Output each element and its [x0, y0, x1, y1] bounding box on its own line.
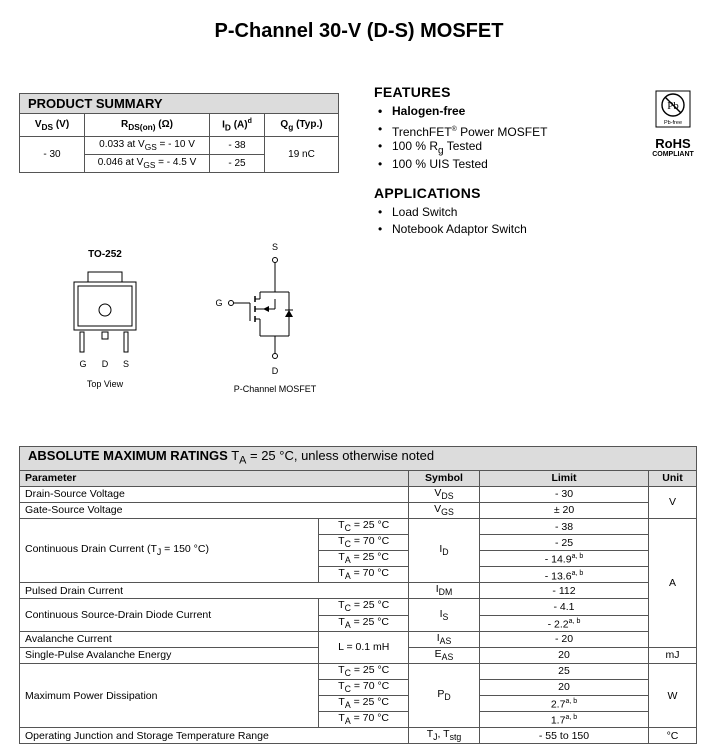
- symbol-cell: $E_{AS}$: [409, 647, 480, 663]
- limit-cell: - 2.2$^{a, b}$: [480, 615, 649, 631]
- feature-item: • 100 % $R_g$ Tested: [374, 138, 547, 156]
- param-cell: Avalanche Current: [20, 631, 319, 647]
- feature-item: • TrenchFET® Power MOSFET: [374, 121, 547, 139]
- feature-item: • Halogen-free: [374, 103, 547, 121]
- condition-cell: $T_A = 25$ °C: [319, 615, 409, 631]
- rohs-text: RoHS: [655, 136, 691, 151]
- unit-cell: A: [649, 518, 697, 647]
- limit-cell: - 13.6$^{a, b}$: [480, 567, 649, 583]
- symbol-cell: $P_D$: [409, 663, 480, 727]
- col-vds: $V_{DS}$ (V): [20, 114, 85, 137]
- package-drawing: [60, 246, 150, 399]
- limit-cell: 20: [480, 647, 649, 663]
- pb-free-label: Pb-free: [663, 120, 683, 126]
- col-unit: Unit: [649, 471, 697, 487]
- unit-cell: mJ: [649, 647, 697, 663]
- unit-cell: V: [649, 486, 697, 518]
- symbol-cell: $I_{DM}$: [409, 583, 480, 599]
- symbol-cell: $I_S$: [409, 599, 480, 631]
- condition-cell: $T_C = 25$ °C: [319, 518, 409, 534]
- limit-cell: 20: [480, 679, 649, 695]
- application-item: • Notebook Adaptor Switch: [374, 221, 527, 238]
- mosfet-schematic: [205, 240, 335, 399]
- limit-cell: - 38: [480, 518, 649, 534]
- vds-value: - 30: [20, 137, 85, 173]
- features-section: [374, 84, 547, 173]
- feature-item: • 100 % UIS Tested: [374, 156, 547, 174]
- param-cell: Pulsed Drain Current: [20, 583, 409, 599]
- id-value-2: - 25: [210, 155, 265, 173]
- limit-cell: 25: [480, 663, 649, 679]
- col-id: $I_D$ $(A)^d$: [210, 114, 265, 137]
- product-summary-title: PRODUCT SUMMARY: [20, 94, 339, 114]
- param-cell: Single-Pulse Avalanche Energy: [20, 647, 319, 663]
- symbol-cell: $V_{GS}$: [409, 502, 480, 518]
- col-qg: $Q_g$ (Typ.): [265, 114, 339, 137]
- drain-label: D: [271, 366, 279, 376]
- condition-cell: $T_A = 70$ °C: [319, 567, 409, 583]
- limit-cell: - 20: [480, 631, 649, 647]
- condition-cell: $T_C = 25$ °C: [319, 599, 409, 615]
- symbol-cell: $T_J$, $T_{stg}$: [409, 728, 480, 744]
- condition-cell: $T_C = 70$ °C: [319, 535, 409, 551]
- limit-cell: - 4.1: [480, 599, 649, 615]
- unit-cell: °C: [649, 728, 697, 744]
- param-cell: Maximum Power Dissipation: [20, 663, 319, 727]
- col-rds: $R_{DS(on)}$ (Ω): [85, 114, 210, 137]
- product-summary-table: [19, 93, 339, 173]
- col-symbol: Symbol: [409, 471, 480, 487]
- absolute-max-ratings-table: [19, 446, 697, 744]
- param-cell: Drain-Source Voltage: [20, 486, 409, 502]
- p-channel-mosfet-icon: [205, 240, 335, 396]
- limit-cell: 2.7$^{a, b}$: [480, 696, 649, 712]
- param-cell: Gate-Source Voltage: [20, 502, 409, 518]
- applications-section: [374, 185, 527, 238]
- top-view-label: Top View: [86, 379, 124, 389]
- limit-cell: - 112: [480, 583, 649, 599]
- condition-cell: L = 0.1 mH: [319, 631, 409, 663]
- rohs-badge: [648, 90, 698, 158]
- unit-cell: W: [649, 663, 697, 727]
- condition-cell: $T_C = 25$ °C: [319, 663, 409, 679]
- param-cell: Operating Junction and Storage Temperature Range: [20, 728, 409, 744]
- col-limit: Limit: [480, 471, 649, 487]
- condition-cell: $T_A = 25$ °C: [319, 551, 409, 567]
- condition-cell: $T_C = 70$ °C: [319, 679, 409, 695]
- limit-cell: - 30: [480, 486, 649, 502]
- condition-cell: $T_A = 70$ °C: [319, 712, 409, 728]
- package-name: TO-252: [88, 249, 122, 260]
- pb-free-icon: [655, 90, 691, 128]
- param-cell: Continuous Drain Current ($T_J = 150$ °C): [20, 518, 319, 582]
- limit-cell: ± 20: [480, 502, 649, 518]
- page-title: P-Channel 30-V (D-S) MOSFET: [214, 20, 504, 42]
- id-value-1: - 38: [210, 137, 265, 155]
- rds-value-2: 0.046 at $V_{GS}$ = - 4.5 V: [85, 155, 210, 173]
- rds-value-1: 0.033 at $V_{GS}$ = - 10 V: [85, 137, 210, 155]
- to252-package-icon: [60, 246, 150, 396]
- applications-title: APPLICATIONS: [374, 185, 481, 201]
- symbol-cell: $V_{DS}$: [409, 486, 480, 502]
- qg-value: 19 nC: [265, 137, 339, 173]
- pb-label: Pb: [667, 100, 679, 112]
- condition-cell: $T_A = 25$ °C: [319, 696, 409, 712]
- amr-title: ABSOLUTE MAXIMUM RATINGS $T_A = 25$ °C, unless otherwise noted: [20, 447, 697, 471]
- limit-cell: 1.7$^{a, b}$: [480, 712, 649, 728]
- application-item: • Load Switch: [374, 204, 527, 221]
- pin-s-label: S: [122, 359, 130, 369]
- rohs-compliant: COMPLIANT: [652, 151, 694, 158]
- symbol-cell: $I_D$: [409, 518, 480, 582]
- param-cell: Continuous Source-Drain Diode Current: [20, 599, 319, 631]
- col-parameter: Parameter: [20, 471, 409, 487]
- source-label: S: [271, 242, 279, 252]
- limit-cell: - 55 to 150: [480, 728, 649, 744]
- schematic-caption: P-Channel MOSFET: [233, 384, 317, 394]
- symbol-cell: $I_{AS}$: [409, 631, 480, 647]
- pin-g-label: G: [79, 359, 87, 369]
- limit-cell: - 14.9$^{a, b}$: [480, 551, 649, 567]
- features-title: FEATURES: [374, 84, 451, 100]
- gate-label: G: [215, 298, 223, 308]
- pin-d-label: D: [101, 359, 109, 369]
- limit-cell: - 25: [480, 535, 649, 551]
